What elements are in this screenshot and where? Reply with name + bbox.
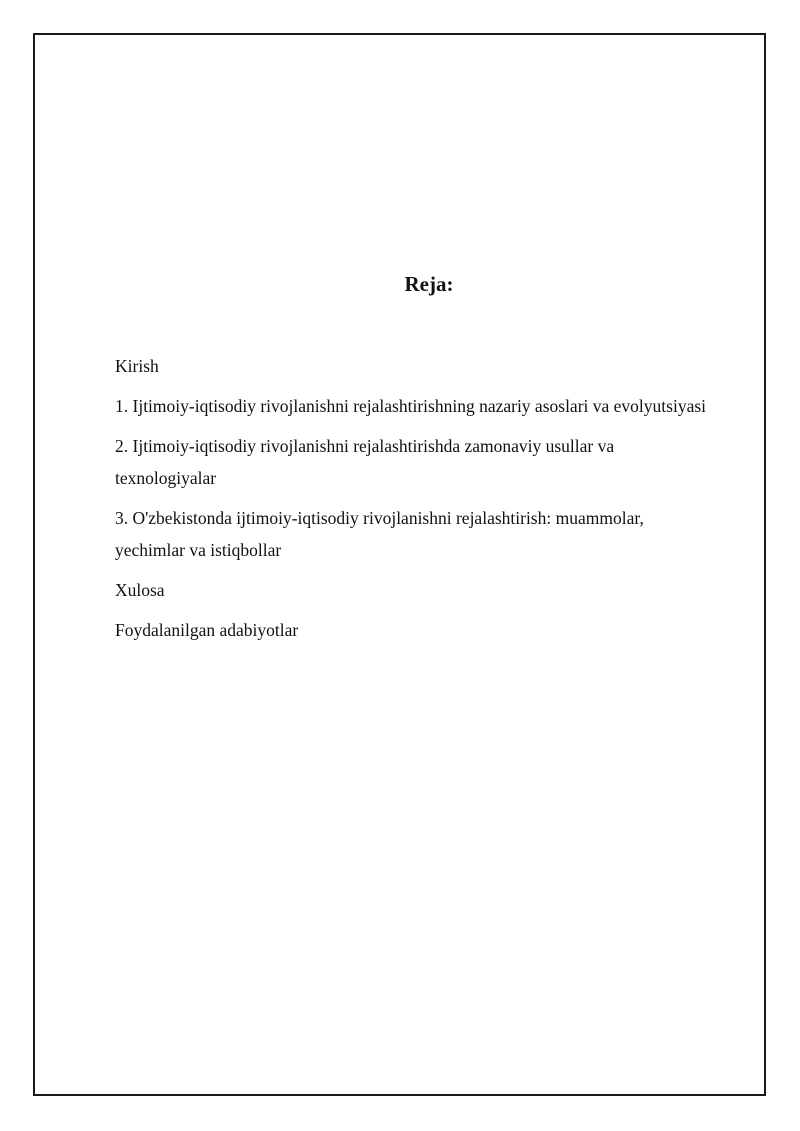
toc-item-conclusion: Xulosa: [115, 580, 165, 600]
toc-item-chapter-3: 3. O'zbekistonda ijtimoiy-iqtisodiy rivojlanishni rejalashtirish: muammolar, yechimlar va istiqbollar: [115, 508, 644, 560]
toc-item-references: Foydalanilgan adabiyotlar: [115, 620, 299, 640]
table-of-contents: [115, 350, 715, 654]
toc-item-chapter-1: 1. Ijtimoiy-iqtisodiy rivojlanishni rejalashtirishning nazariy asoslari va evolyutsiyasi: [115, 396, 707, 416]
toc-item-intro: Kirish: [115, 356, 159, 376]
page-title: Reja:: [404, 272, 454, 296]
toc-item-chapter-2: 2. Ijtimoiy-iqtisodiy rivojlanishni rejalashtirishda zamonaviy usullar va texnologiyalar: [115, 436, 615, 488]
